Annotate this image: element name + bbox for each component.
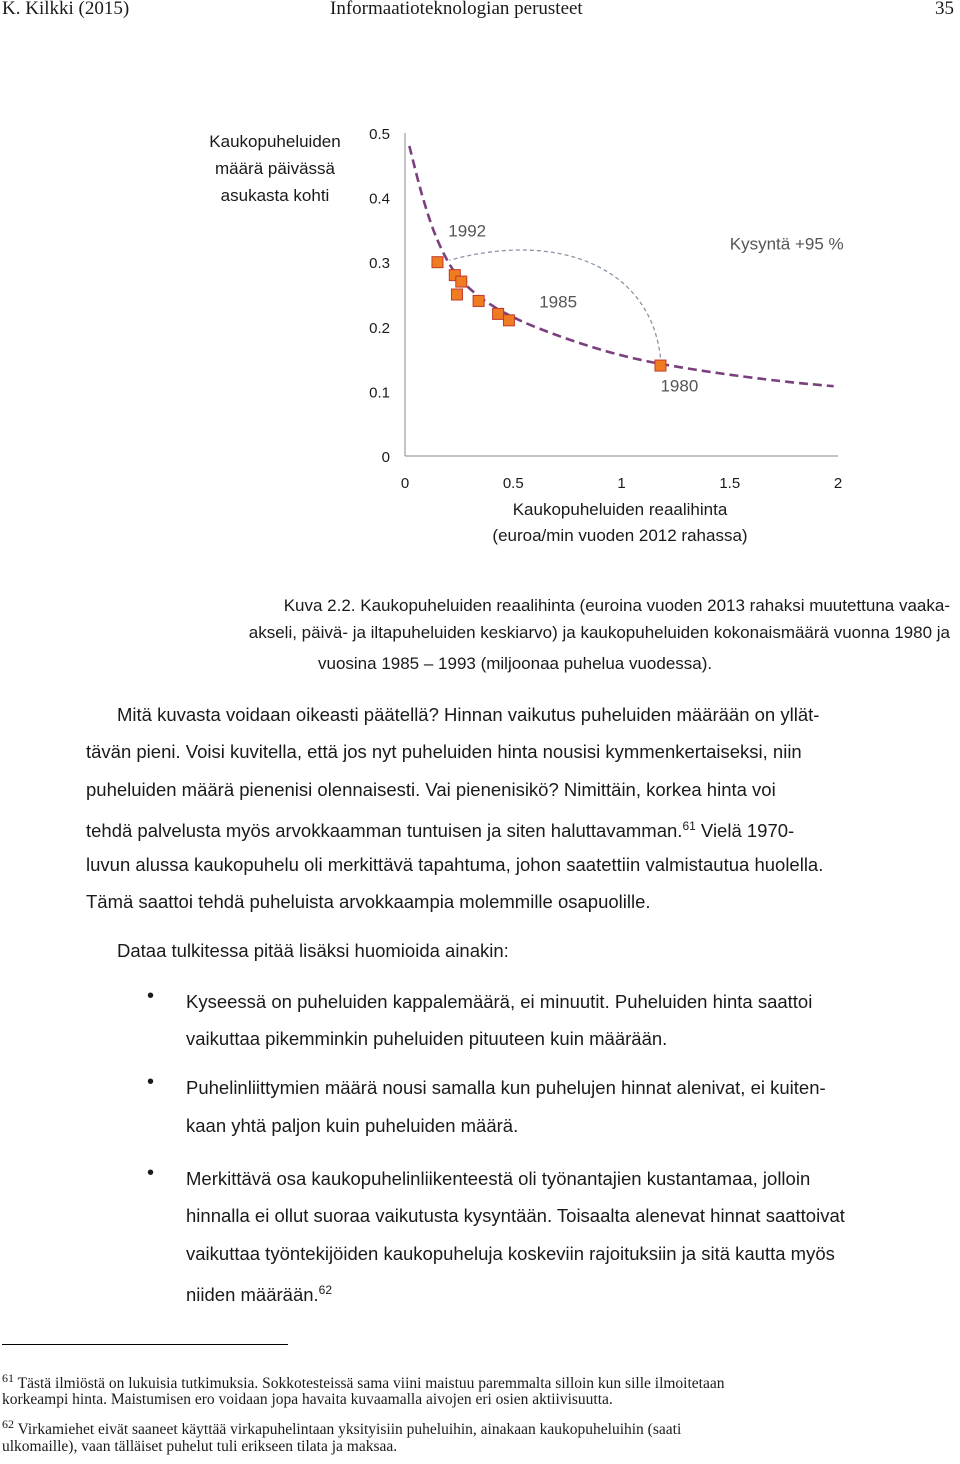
y-axis-label-line: määrä päivässä <box>214 159 336 178</box>
y-axis-ticks <box>369 126 390 466</box>
body-line: Dataa tulkitessa pitää lisäksi huomioida ainakin: <box>117 940 509 961</box>
y-axis-label-line: asukasta kohti <box>220 186 330 205</box>
x-tick-label: 2 <box>833 475 843 492</box>
footnote-text: Virkamiehet eivät saaneet käyttää virkapuhelintaan yksityisiin puheluihin, ainakaan kaukopuheluihin (saati <box>17 1421 682 1439</box>
running-header-title: Informaatioteknologian perusteet <box>330 0 583 19</box>
x-tick-label: 0.5 <box>502 475 524 492</box>
bullet-line: Kyseessä on puheluiden kappalemäärä, ei minuutit. Puheluiden hinta saattoi <box>186 991 813 1012</box>
bullet-line: Puhelinliittymien määrä nousi samalla kun puhelujen hinnat alenivat, ei kuiten- <box>186 1077 826 1098</box>
x-axis-ticks <box>401 475 842 492</box>
data-point-marker <box>473 295 484 306</box>
data-point-marker <box>655 360 666 371</box>
footnote-separator <box>2 1344 288 1345</box>
demand-chart <box>0 110 960 570</box>
chart-annotation: 1992 <box>448 221 487 241</box>
body-line: tävän pieni. Voisi kuvitella, että jos nyt puheluiden hinta nousisi kymmenkertaiseksi, niin <box>86 741 802 762</box>
figure-caption-line: akseli, päivä- ja iltapuheluiden keskiarvo) ja kaukopuheluiden kokonaismäärä vuonna 1980 ja <box>248 623 950 642</box>
figure-caption-line <box>104 592 950 619</box>
body-line: puheluiden määrä pienenisi olennaisesti. Vai pienenisikö? Nimittäin, korkea hinta voi <box>86 779 776 800</box>
y-tick-label: 0.1 <box>369 384 390 402</box>
body-line: Mitä kuvasta voidaan oikeasti päätellä? Hinnan vaikutus puheluiden määrään on yllät- <box>117 704 820 725</box>
data-points <box>432 257 666 371</box>
bullet-text: niiden määrään. <box>186 1284 319 1306</box>
body-line: luvun alussa kaukopuhelu oli merkittävä tapahtuma, johon saatettiin valmistautua huolella. <box>86 854 824 875</box>
body-line <box>86 808 960 850</box>
bullet-line: vaikuttaa työntekijöiden kaukopuheluja koskeviin rajoituksiin ja sitä kautta myös <box>186 1243 835 1264</box>
footnote-ref[interactable]: 61 <box>682 819 696 833</box>
x-axis-label-line: (euroa/min vuoden 2012 rahassa) <box>492 526 748 545</box>
y-tick-label: 0 <box>381 449 390 466</box>
chart-annotations <box>448 221 843 395</box>
x-tick-label: 1 <box>617 475 626 492</box>
body-text: tehdä palvelusta myös arvokkaamman tuntuisen ja siten haluttavamman. <box>86 820 683 842</box>
x-tick-label: 0 <box>400 475 410 492</box>
y-axis-label <box>209 132 340 205</box>
footnote-text: Tästä ilmiöstä on lukuisia tutkimuksia. Sokkotesteissä sama viini maistuu paremmalta silloin kun sille ilmoitetaan <box>17 1375 725 1393</box>
bullet-line <box>186 1272 958 1314</box>
x-axis-label <box>492 500 747 545</box>
bullet-marker: • <box>147 1162 155 1184</box>
body-line: Tämä saattoi tehdä puheluista arvokkaampia molemmille osapuolille. <box>86 891 651 912</box>
y-axis-label-line: Kaukopuheluiden <box>209 132 341 151</box>
data-point-marker <box>503 315 514 326</box>
bullet-marker: • <box>147 985 155 1007</box>
y-tick-label: 0.2 <box>369 319 390 337</box>
footnote-line: korkeampi hinta. Maistumisen ero voidaan jopa havaita kuvaamalla aivojen eri osien aktiivisuutta. <box>2 1391 613 1408</box>
y-tick-label: 0.3 <box>369 255 390 273</box>
data-point-marker <box>456 276 467 287</box>
x-tick-label: 1.5 <box>719 475 741 492</box>
body-text: Vielä 1970- <box>695 820 795 842</box>
footnote-number: 61 <box>2 1371 14 1385</box>
chart-annotation: 1985 <box>539 292 578 312</box>
bullet-line: kaan yhtä paljon kuin puheluiden määrä. <box>186 1115 519 1136</box>
running-header-author: K. Kilkki (2015) <box>2 0 130 19</box>
chart-annotation: Kysyntä +95 % <box>729 234 844 254</box>
bullet-line: vaikuttaa pikemminkin puheluiden pituuteen kuin määrään. <box>186 1028 668 1049</box>
y-tick-label: 0.4 <box>369 190 390 208</box>
bullet-marker: • <box>147 1071 155 1093</box>
bullet-line: Merkittävä osa kaukopuhelinliikenteestä oli työnantajien kustantamaa, jolloin <box>186 1168 811 1189</box>
data-point-marker <box>451 289 462 300</box>
data-point-marker <box>432 257 443 268</box>
demand-curve <box>409 146 833 386</box>
figure-caption-line: vuosina 1985 – 1993 (miljoonaa puhelua vuodessa). <box>318 654 713 673</box>
footnote-number: 62 <box>2 1417 14 1431</box>
bullet-line: hinnalla ei ollut suoraa vaikutusta kysyntään. Toisaalta alenevat hinnat saattoivat <box>186 1205 845 1226</box>
page-number: 35 <box>935 0 954 19</box>
y-tick-label: 0.5 <box>369 126 390 143</box>
figure-caption-text: Kuva 2.2. Kaukopuheluiden reaalihinta (euroina vuoden 2013 rahaksi muutettuna vaaka- <box>283 596 950 615</box>
x-axis-label-line: Kaukopuheluiden reaalihinta <box>512 500 728 519</box>
chart-annotation: 1980 <box>660 376 699 396</box>
footnote-ref[interactable]: 62 <box>318 1283 333 1297</box>
footnote-line: ulkomaille), vaan tälläiset puhelut tuli erikseen tilata ja maksaa. <box>2 1438 398 1455</box>
data-point-marker <box>493 308 504 319</box>
